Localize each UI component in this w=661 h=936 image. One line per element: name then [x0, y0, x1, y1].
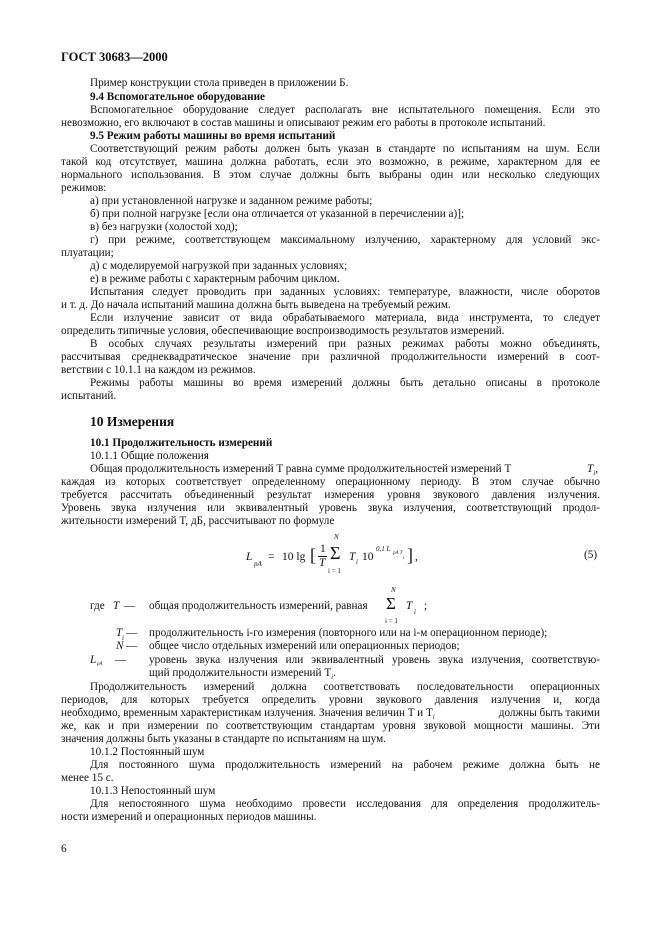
section-10-1-1-heading: 10.1.1 Общие положения	[90, 450, 209, 462]
where-definition: продолжительность i-го измерения (повторного или на i-м операционном периоде);	[149, 627, 548, 639]
text-line: же, как и при измерении по соответствующим стандартам уровня звуковой мощности машины. Эти	[61, 720, 600, 732]
text-line: Общая продолжительность измерений T равна сумме продолжительностей измерений T $T_i$,	[90, 463, 598, 478]
paragraph-table-example: Пример конструкции стола приведен в приложении Б.	[90, 77, 349, 89]
where-dash: —	[124, 600, 136, 612]
text-line: жительности измерений T, дБ, рассчитывают по формуле	[61, 515, 335, 527]
section-10-1-heading: 10.1 Продолжительность измерений	[90, 437, 273, 449]
text-line: режимов:	[61, 182, 107, 194]
text-line: нормального использования. В этом случае должны быть выбраны один или несколько следующих	[61, 169, 600, 181]
text-line: Вспомогательное оборудование следует располагать вне испытательного помещения. Если это	[90, 104, 600, 116]
section-10-1-3-heading: 10.1.3 Непостоянный шум	[90, 785, 216, 797]
where-term: T	[406, 600, 413, 612]
where-symbol: T	[113, 600, 120, 612]
where-label: где	[90, 600, 105, 612]
list-item: б) при полной нагрузке [если она отличается от указанной в перечислении а)];	[90, 208, 465, 220]
sum-upper-limit: N	[391, 586, 396, 594]
list-item: е) в режиме работы с характерным рабочим циклом.	[90, 273, 340, 285]
where-definition: уровень звука излучения или эквивалентный уровень звука излучения, соответствую-	[149, 654, 600, 666]
sum-lower-limit: i = 1	[385, 617, 398, 625]
text-line: рассчитывая среднеквадратическое значение при различной продолжительности измерений в соот-	[61, 351, 600, 363]
text-line: В особых случаях результаты измерений при разных режимах работы можно объединять,	[90, 338, 600, 350]
where-tail: ;	[424, 600, 428, 612]
where-dash: —	[115, 654, 127, 666]
section-9-5-heading: 9.5 Режим работы машины во время испытаний	[90, 130, 336, 142]
where-dash: —	[126, 640, 138, 652]
text-line: невозможно, его включают в состав машины и описывают режим его работы в протоколе испытаний.	[61, 117, 546, 129]
where-dash: —	[126, 627, 138, 639]
section-9-4-heading: 9.4 Вспомогательное оборудование	[90, 91, 266, 103]
document-id: ГОСТ 30683—2000	[61, 50, 168, 64]
where-definition: общее число отдельных измерений или операционных периодов;	[149, 640, 460, 652]
formula-number: (5)	[584, 549, 598, 561]
text-line: испытаний.	[61, 390, 117, 402]
where-symbol-sub: pA	[97, 662, 103, 667]
text-line: ветствии с 10.1.1 на каждом из режимов.	[61, 364, 256, 376]
sum-symbol: Σ	[386, 594, 396, 613]
text-line: Для непостоянного шума необходимо провести исследования для определения продолжитель-	[90, 798, 600, 810]
page-number: 6	[61, 843, 67, 855]
text-line: определить типичные условия, обеспечивающие воспроизводимость результатов измерений.	[61, 325, 505, 337]
where-symbol: L	[90, 654, 97, 666]
list-item: а) при установленной нагрузке и заданном режиме работы;	[90, 195, 373, 207]
text-line: Если излучение зависит от вида обрабатываемого материала, вида инструмента, то следует	[90, 312, 600, 324]
text-line: Испытания следует проводить при заданных условиях: температуре, влажности, числе оборотов	[90, 286, 600, 298]
where-definition: общая продолжительность измерений, равная	[149, 600, 368, 612]
list-item-continuation: плуатации;	[61, 247, 114, 259]
text-line: ности измерений и операционных периодов машины.	[61, 811, 317, 823]
where-symbol-sub: i	[122, 634, 124, 642]
text-line: и т. д. До начала испытаний машина должна быть выведена на требуемый режим.	[61, 299, 451, 311]
where-symbol: T	[116, 627, 123, 639]
section-10-heading: 10 Измерения	[90, 414, 175, 429]
list-item: в) без нагрузки (холостой ход);	[90, 221, 238, 233]
section-10-1-2-heading: 10.1.2 Постоянный шум	[90, 746, 205, 758]
text-line: каждая из которых соответствует определенному операционному периоду. В этом случае обычно	[61, 476, 600, 488]
text-line: значения должны быть указаны в стандарте по испытаниям на шум.	[61, 733, 386, 745]
text-line: требуется рассчитать объединенный результат измерения уровня звукового давления излучения.	[61, 489, 600, 501]
text-line: Соответствующий режим работы должен быть указан в стандарте по испытаниям на шум. Если	[90, 143, 600, 155]
text-line: необходимо, временным характеристикам излучения. Значения величин T и $T_i$ должны быть такими	[61, 707, 600, 722]
where-term-sub: i	[414, 608, 416, 616]
where-definition-continuation: щий продолжительности измерений $T_i$.	[149, 667, 336, 682]
text-line: Уровень звука излучения или эквивалентный уровень звука излучения, соответствующий продол-	[61, 502, 600, 514]
list-item: г) при режиме, соответствующем максимальному излучению, характерному для условий экс-	[90, 234, 600, 246]
where-symbol: N	[116, 640, 124, 652]
text-line: Режимы работы машины во время измерений должны быть детально описаны в протоколе	[90, 377, 600, 389]
formula-5: L pA = 10 lg [ 1 T N Σ i = 1 T i 10 0,1 L pA T i ] ,	[246, 533, 418, 575]
text-line: периодов, для которых требуется определить уровни звукового давления излучения и, когда	[61, 694, 600, 706]
text-line: такой код отсутствует, машина должна работать, если это возможно, в режиме, характерном для ее	[61, 156, 600, 168]
text-line: Для постоянного шума продолжительность измерений на рабочем режиме должна быть не	[90, 759, 600, 771]
list-item: д) с моделируемой нагрузкой при заданных условиях;	[90, 260, 348, 272]
text-line: менее 15 с.	[61, 772, 114, 784]
text-line: Продолжительность измерений должна соответствовать последовательности операционных	[90, 681, 600, 693]
